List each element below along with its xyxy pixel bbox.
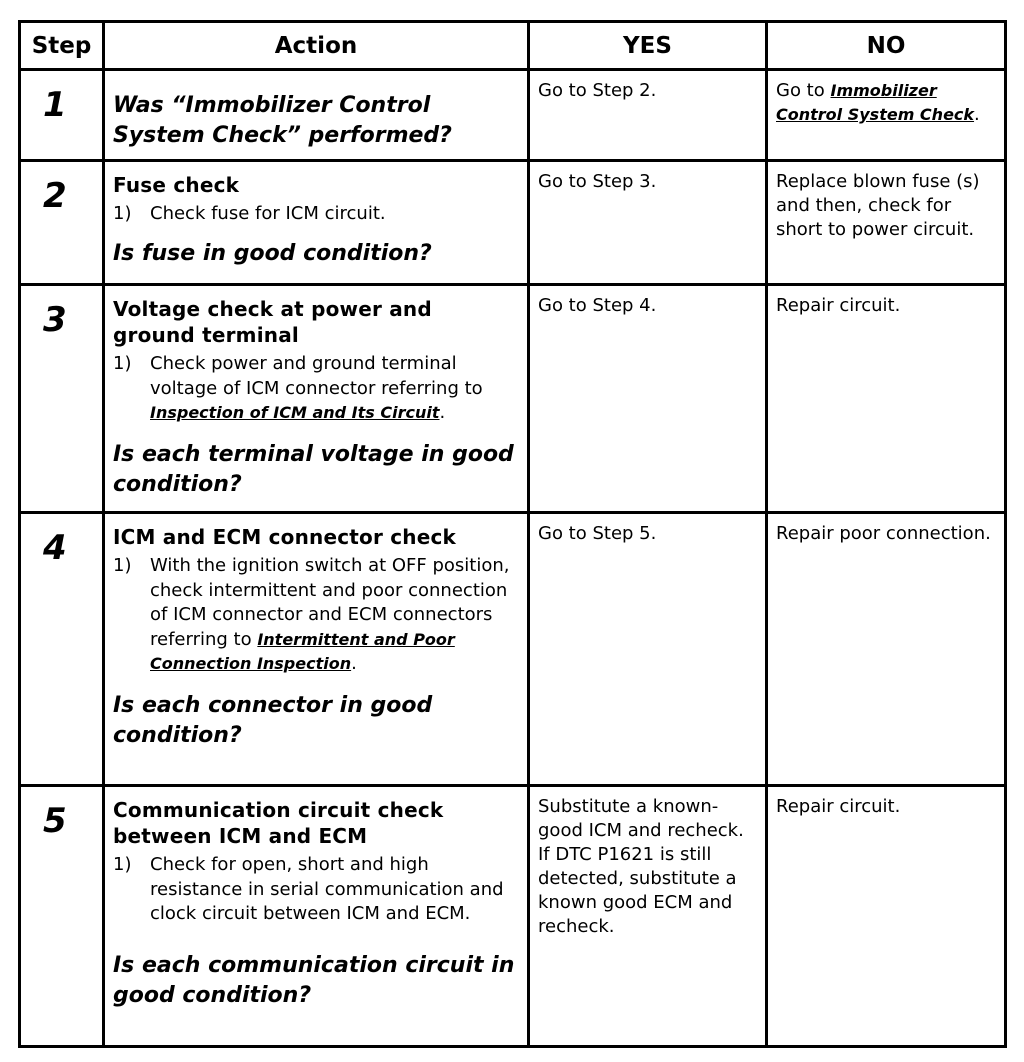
diagnostic-table [18,20,1007,1048]
action-cell [104,161,529,285]
action-cell [104,786,529,1047]
sub-step-text-body: With the ignition switch at OFF position, check intermittent and poor connection of ICM connector and ECM connectors referring to [150,555,510,650]
step-number: 3 [43,300,67,340]
step-number: 1 [43,85,67,125]
sub-step-suffix: . [351,653,357,674]
table-row [20,786,1006,1047]
no-answer-suffix: . [974,104,980,125]
step-title: ICM and ECM connector check [113,525,457,549]
no-answer: Repair circuit. [776,295,901,316]
step-cell [20,161,104,285]
sub-step-text [150,554,517,677]
header-yes: YES [529,22,767,70]
step-cell [20,786,104,1047]
no-answer [768,71,1004,127]
table-row [20,513,1006,786]
table-row [20,70,1006,161]
sub-step-text-body: Check power and ground terminal voltage of ICM connector referring to [150,353,483,399]
sub-step-number: 1) [113,203,132,224]
action-cell [104,285,529,513]
yes-cell [529,786,767,1047]
sub-step [113,554,517,677]
step-question: Is each terminal voltage in good condition? [113,441,514,497]
action-cell [104,513,529,786]
step-title: Voltage check at power and ground terminal [113,297,432,347]
yes-cell [529,70,767,161]
step-cell [20,285,104,513]
no-answer: Replace blown fuse (s) and then, check for short to power circuit. [776,171,980,240]
sub-step-number: 1) [113,854,132,875]
no-cell [767,285,1006,513]
step-number: 2 [43,176,67,216]
no-answer: Repair circuit. [776,796,901,817]
sub-step-text [150,352,517,426]
step-question: Was “Immobilizer Control System Check” performed? [113,93,452,148]
yes-answer: Go to Step 4. [538,295,657,316]
yes-cell [529,285,767,513]
no-answer-prefix: Go to [776,80,831,101]
no-cell [767,513,1006,786]
header-row [20,22,1006,70]
sub-step-number: 1) [113,555,132,576]
step-question: Is each connector in good condition? [113,692,433,748]
step-cell [20,70,104,161]
sub-step-suffix: . [439,402,446,423]
step-number: 5 [43,801,67,841]
no-cell [767,70,1006,161]
yes-cell [529,513,767,786]
header-action: Action [104,22,529,70]
yes-answer: Go to Step 2. [538,80,657,101]
immobilizer-check-link[interactable]: Immobilizer Control System Check [776,81,975,124]
table-row [20,161,1006,285]
step-cell [20,513,104,786]
step-number: 4 [43,528,67,568]
intermittent-connection-link[interactable]: Intermittent and Poor Connection Inspection [150,629,455,673]
yes-cell [529,161,767,285]
step-title: Fuse check [113,173,240,197]
header-step: Step [20,22,104,70]
yes-answer: Go to Step 3. [538,171,657,192]
sub-step-text: Check fuse for ICM circuit. [150,203,386,224]
header-no: NO [767,22,1006,70]
no-answer: Repair poor connection. [776,523,991,544]
yes-answer: Go to Step 5. [538,523,657,544]
sub-step [113,202,517,227]
step-question: Is fuse in good condition? [113,240,432,266]
sub-step [113,352,517,426]
step-title: Communication circuit check between ICM and ECM [113,798,444,848]
action-cell [104,70,529,161]
icm-inspection-link[interactable]: Inspection of ICM and Its Circuit [150,403,440,422]
no-cell [767,786,1006,1047]
step-question: Is each communication circuit in good condition? [113,952,515,1008]
sub-step-number: 1) [113,353,132,374]
no-cell [767,161,1006,285]
sub-step-text: Check for open, short and high resistance in serial communication and clock circuit between ICM and ECM. [150,854,504,924]
yes-answer: Substitute a known-good ICM and recheck. If DTC P1621 is still detected, substitute a known good ECM and recheck. [538,796,744,937]
table-row [20,285,1006,513]
sub-step [113,853,517,927]
